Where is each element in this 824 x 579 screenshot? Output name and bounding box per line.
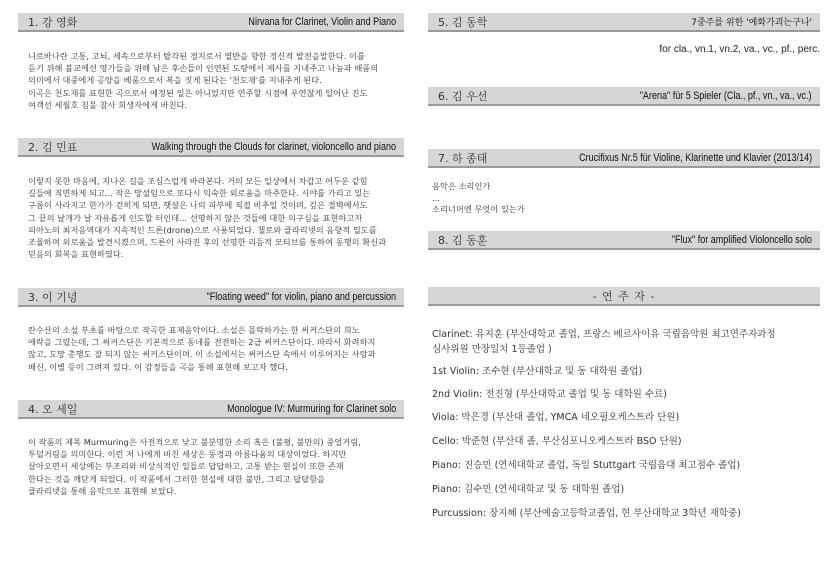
piece-1-description bbox=[28, 50, 378, 111]
piece-7-header bbox=[428, 149, 820, 168]
piece-6-composer: 6. 김 우선 bbox=[438, 89, 488, 103]
piece-7-composer: 7. 하 종태 bbox=[438, 151, 488, 165]
text-line: 구름이 사라지고 한가가 걷히게 되면, 햇살은 나의 피부에 직접 비추일 것이며, 깊은 절벽에서도 bbox=[28, 200, 368, 211]
performer-clarinet-cont: 심사위원 만장일치 1등졸업 ) bbox=[432, 344, 552, 355]
piece-4-composer: 4. 오 세일 bbox=[28, 402, 78, 416]
text-line: 애락을 그렸는데, 그 써커스단은 기본적으로 동네를 전전하는 2급 써커스단이다. 따라서 화려하지 bbox=[28, 337, 376, 348]
text-line: 여객선 세월호 침몰 참사 희생자에게 바친다. bbox=[28, 99, 188, 110]
text-line: 이 작품의 제목 Murmuring은 사전적으로 낮고 불분명한 소리 혹은 (불평, 불만의) 중얼거림, bbox=[28, 437, 361, 447]
piece-5-title: 7중주를 위한 '예화가괴는구나' bbox=[691, 18, 812, 28]
text-line: 않고, 도망 총행도 잘 되지 않는 써커스단이며. 이 소설에서는 써커스단 속에서 이루어지는 사랑과 bbox=[28, 349, 376, 360]
piece-8-composer: 8. 김 동훈 bbox=[438, 233, 488, 247]
piece-7-title: Crucifixus Nr.5 für Violine, Klarinette und Klavier (2013/14) bbox=[579, 151, 812, 164]
text-line: 란수산의 소설 부초를 바탕으로 작곡한 표제음악이다. 소설은 몰락하가는 한 써커스단의 희노 bbox=[28, 325, 360, 335]
piece-4-description bbox=[28, 436, 361, 497]
piece-5-instrumentation: for cla., vn.1, vn.2, va., vc., pf., perc. bbox=[659, 44, 820, 55]
performer-cello: Cello: 박준현 (부산대 졸, 부산심포니오케스트라 BSO 단원) bbox=[432, 436, 682, 447]
piece-8-header bbox=[428, 231, 820, 250]
piece-1-title: Nirvana for Clarinet, Violin and Piano bbox=[248, 15, 396, 28]
text-line: 길들에 직면하게 되고... 작은 망설임으로 또다시 익숙한 외로움을 마주한다. 시야를 가리고 있는 bbox=[28, 188, 371, 199]
performer-violin-1: 1st Violin: 조수현 (부산대학교 및 동 대학원 졸업) bbox=[432, 366, 643, 377]
performer-piano-1: Piano: 진승민 (연세대학교 졸업, 독일 Stuttgart 국립음대 최고점수 졸업) bbox=[432, 460, 741, 471]
piece-1-header bbox=[18, 13, 404, 32]
performer-piano-2: Piano: 김수민 (연세대학교 및 동 대학원 졸업) bbox=[432, 484, 625, 495]
piece-5-composer: 5. 김 동학 bbox=[438, 15, 488, 29]
text-line: 이렇지 못한 마음에, 지나온 길을 조심스럽게 바라본다. 거의 모든 일상에서 차갑고 어두운 같힘 bbox=[28, 176, 368, 186]
performers-header: - 연 주 자 - bbox=[428, 287, 820, 306]
piece-6-header bbox=[428, 87, 820, 106]
text-line: 피아노의 최저음역대가 지속적인 드론(drone)으로 사용되었다. 첼로와 클라리넷의 음향적 밀도를 bbox=[28, 224, 377, 235]
piece-8-title: "Flux" for amplified Violoncello solo bbox=[671, 233, 812, 246]
text-line: ... bbox=[432, 192, 440, 203]
performer-percussion: Purcussion: 장지혜 (부산예술고등학교졸업, 현 부산대학교 3학년 재학중) bbox=[432, 508, 741, 519]
text-line: 살아오면서 세상에는 부조리와 비상식적인 일들로 답답하고, 고통 받는 현실이 또한 존재 bbox=[28, 461, 344, 472]
performer-violin-2: 2nd Violin: 전진형 (부산대학교 졸업 및 동 대학원 수료) bbox=[432, 389, 667, 400]
text-line: 믿음의 회복을 표현하였다. bbox=[28, 249, 124, 260]
piece-5-header bbox=[428, 13, 820, 32]
piece-4-title: Monologue IV: Murmuring for Clarinet solo bbox=[226, 402, 396, 415]
text-line: 투덜거림을 의미한다. 이런 저 나에게 비친 세상은 동경과 아름다움의 대상이었다. 하지만 bbox=[28, 449, 347, 460]
piece-2-description bbox=[28, 175, 386, 260]
text-line: 클라리넷을 통해 음악으로 표현해 보았다. bbox=[28, 485, 177, 496]
text-line: 한다는 것을 깨닫게 되었다. 이 작품에서 그러한 현실에 대한 불만, 그리고 답답함을 bbox=[28, 473, 326, 484]
piece-7-description bbox=[432, 181, 525, 216]
text-line: 소리너머엔 무엇이 있는가 bbox=[432, 204, 525, 214]
text-line: 이곡은 천도재를 표현한 곡으로서 예정된 일은 아니었지만 연주할 시점에 우연찮게 일어난 진도 bbox=[28, 87, 368, 98]
text-line: 듣기 위해 불교에선 영가들을 위해 남은 후손들이 인연된 도량에서 제사를 지내주고 나눔과 배품의 bbox=[28, 63, 379, 74]
text-line: 배신, 이별 등이 그려져 있다. 이 감정들을 곡을 통해 표현해 보고자 했다. bbox=[28, 361, 288, 372]
piece-1-composer: 1. 강 영화 bbox=[28, 15, 78, 29]
text-line: 의미에서 대중에게 공양을 베품으로서 복을 짓게 된다는 '천도재'를 지내주게 된다. bbox=[28, 75, 322, 86]
piece-2-composer: 2. 김 민표 bbox=[28, 140, 78, 154]
piece-3-title: "Floating weed" for violin, piano and percussion bbox=[206, 290, 396, 303]
text-line: 그 끝의 날개가 날 자유롭게 인도할 터인데... 선명하지 않은 것들에 대한 의구심을 표현하고자 bbox=[28, 212, 363, 223]
piece-2-title: Walking through the Clouds for clarinet, violoncello and piano bbox=[151, 140, 396, 153]
piece-6-title: "Arena" für 5 Spieler (Cla., pf., vn., va., vc.) bbox=[640, 89, 812, 102]
piece-2-header bbox=[18, 138, 404, 157]
text-line: 조율하며 외로움을 발견시켰으며, 드론이 사라진 후의 선명한 리듬적 모티브를 통하여 동행의 확신과 bbox=[28, 237, 387, 248]
performer-viola: Viola: 박은경 (부산대 졸업, YMCA 네오필오케스트라 단원) bbox=[432, 412, 680, 423]
text-line: 니르바나란 고통, 고뇌, 세속으로부터 탈각된 경지로서 열반을 향한 정신적 발전을말한다. 이를 bbox=[28, 51, 365, 61]
piece-3-description bbox=[28, 324, 376, 373]
performer-clarinet: Clarinet: 유지훈 (부산대학교 졸업, 프랑스 베르사이유 국립음악원 최고연주자과정 bbox=[432, 329, 776, 340]
piece-3-header bbox=[18, 288, 404, 307]
piece-3-composer: 3. 이 기녕 bbox=[28, 290, 78, 304]
piece-4-header bbox=[18, 400, 404, 419]
text-line: 음악은 소리인가 bbox=[432, 181, 491, 191]
